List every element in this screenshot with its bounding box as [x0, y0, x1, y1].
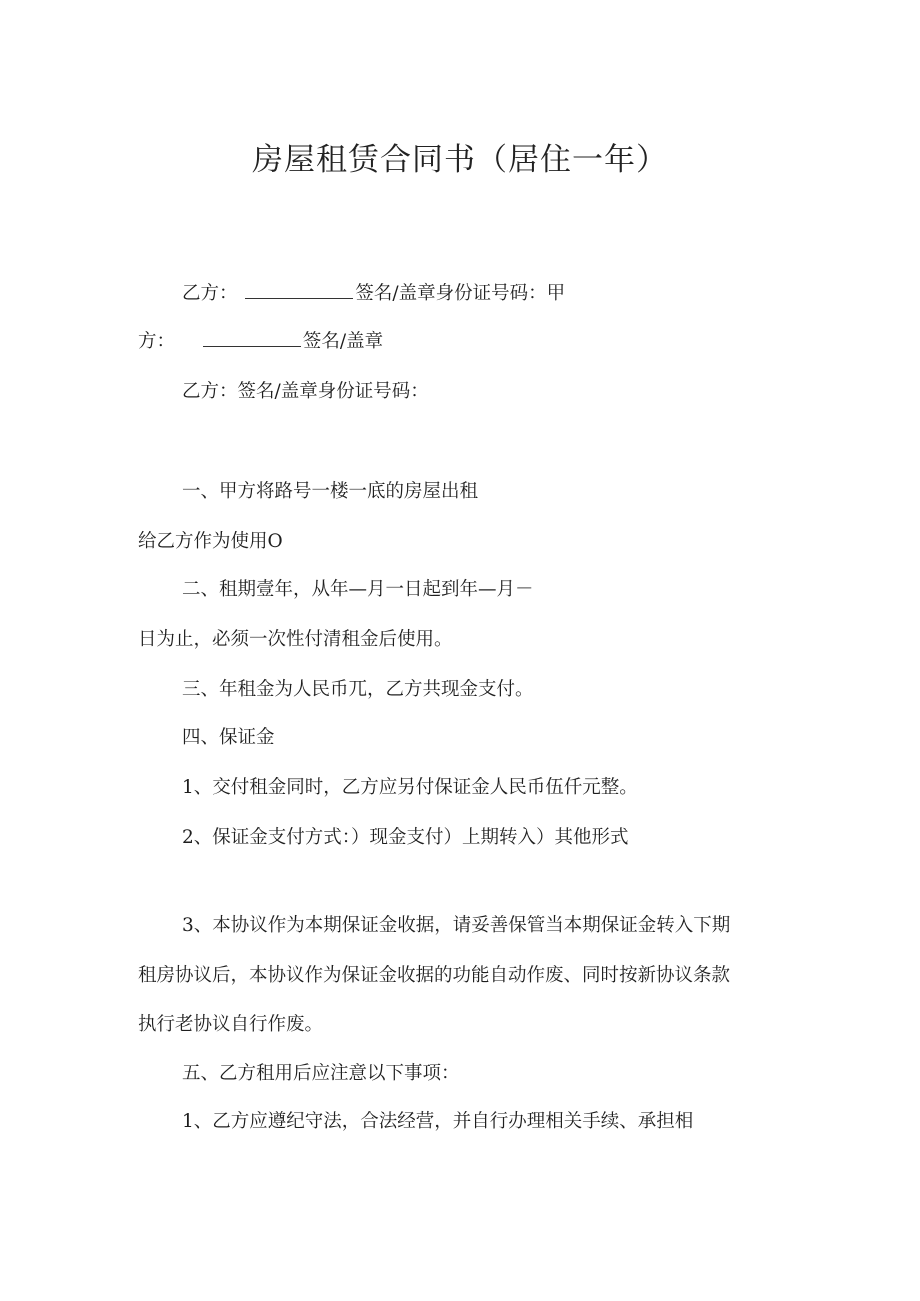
clause-4-item-3-line-2: 租房协议后，本协议作为保证金收据的功能自动作废、同时按新协议条款	[138, 965, 731, 986]
document-title: 房屋租赁合同书（居住一年）	[252, 142, 668, 178]
clause-4-heading: 四、保证金	[182, 727, 275, 748]
party-b-signature-text: 签名/盖章身份证号码：甲	[355, 283, 566, 304]
party-a-signature-line	[138, 328, 383, 356]
clause-2-line-1: 二、租期壹年，从年—月一日起到年—月－	[182, 579, 534, 600]
clause-4-item-3-line-1: 3、本协议作为本期保证金收据，请妥善保管当本期保证金转入下期	[182, 915, 731, 936]
clause-4-item-3-line-3: 执行老协议自行作废。	[138, 1014, 324, 1035]
party-b-id-line: 乙方：签名/盖章身份证号码：	[182, 381, 429, 402]
clause-1-line-2: 给乙方作为使用O	[138, 531, 283, 552]
clause-2-line-2: 日为止，必须一次性付清租金后使用。	[138, 629, 453, 650]
party-b-label: 乙方：	[182, 283, 238, 304]
party-b-signature-line	[182, 280, 565, 308]
party-a-label: 方：	[138, 331, 176, 352]
clause-3: 三、年租金为人民币兀，乙方共现金支付。	[182, 679, 534, 700]
clause-1-line-1: 一、甲方将路号一楼一底的房屋出租	[182, 481, 479, 502]
party-a-signature-text: 签名/盖章	[302, 331, 384, 352]
clause-5-item-1: 1、乙方应遵纪守法，合法经营，并自行办理相关手续、承担相	[182, 1111, 694, 1132]
signature-blank	[245, 280, 353, 299]
signature-blank	[203, 328, 301, 347]
clause-4-item-1: 1、交付租金同时，乙方应另付保证金人民币伍仟元整。	[182, 777, 638, 798]
clause-5-heading: 五、乙方租用后应注意以下事项：	[182, 1063, 460, 1084]
clause-4-item-2: 2、保证金支付方式：）现金支付）上期转入）其他形式	[182, 827, 629, 848]
